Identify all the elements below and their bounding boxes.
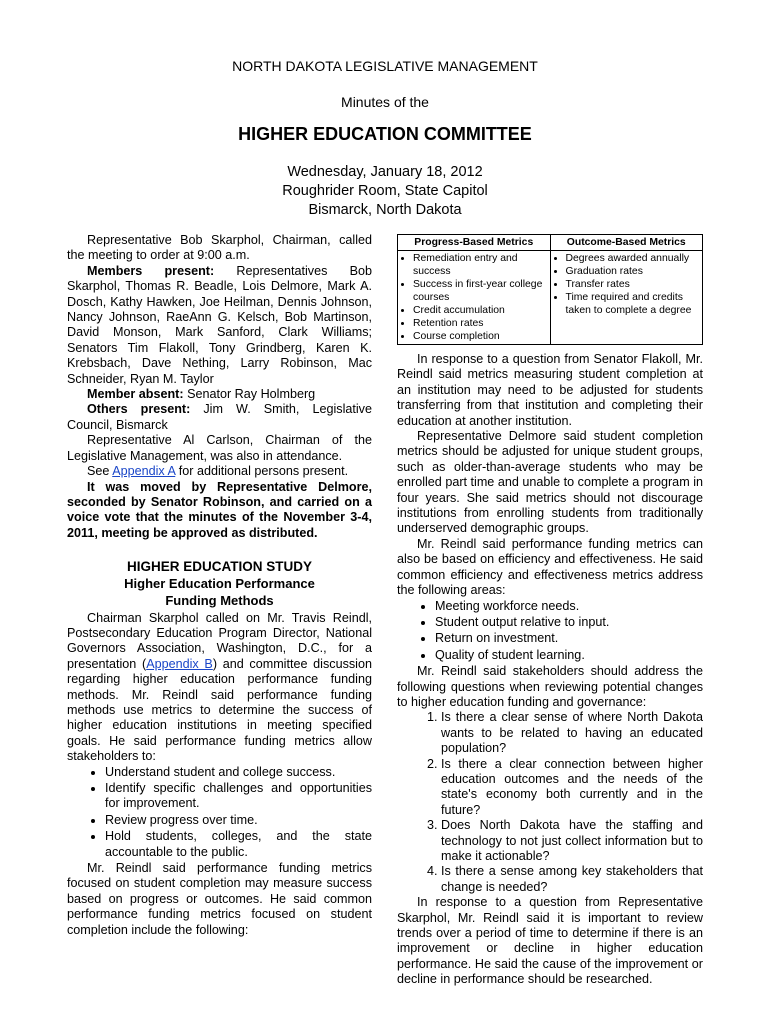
list-item: 1. Is there a clear sense of where North Dakota wants to be related to having an educated population? [441,710,703,756]
list-item: • Graduation rates [566,265,700,278]
list-item: 4. Is there a sense among key stakeholders that change is needed? [441,864,703,895]
see-appendix-a [67,464,372,479]
motion-text: It was moved by Representative Delmore, seconded by Senator Robinson, and carried on a voice vote that the minutes of the November 3-4, 2011, meeting be approved as distributed. [67,479,372,540]
others-present-text: Jim W. Smith, Legislative Council, Bismarck [67,402,372,432]
list-item: • Meeting workforce needs. [435,599,703,614]
member-absent-text: Senator Ray Holmberg [183,387,316,402]
metrics-table [397,234,703,345]
completion-metrics-paragraph: Mr. Reindl said performance funding metrics focused on student completion may measure success based on progress or outcomes. He said common performance funding metrics focused on student completion include the following: [67,861,372,937]
reindl-post: ) and committee discussion regarding higher education performance funding methods. Mr. Reindl said performance funding methods use metrics to determine the success of higher education institutions in meeting specified goals. He said performance funding metrics allow stakeholders to: [67,656,372,764]
appendix-a-link[interactable]: Appendix A [112,464,176,479]
outcome-metrics-cell [550,251,703,345]
flakoll-response: In response to a question from Senator Flakoll, Mr. Reindl said metrics measuring student completion at an institution may need to be adjusted for students transferring from that institution and completing their education at another institution. [397,352,703,428]
stakeholder-bullets [67,765,372,860]
list-item: 2. Is there a clear connection between higher education outcomes and the needs of the state's economy both currently and in the future? [441,757,703,819]
list-item: • Time required and credits taken to complete a degree [566,291,700,317]
others-present-label: Others present: [87,402,191,417]
subsection-title [67,575,372,609]
see-pre: See [87,464,113,479]
meeting-info [0,163,770,220]
carlson-attendance: Representative Al Carlson, Chairman of the Legislative Management, was also in attendance. [67,433,372,463]
members-present-text: Representatives Bob Skarphol, Thomas R. Beadle, Lois Delmore, Mark A. Dosch, Kathy Hawken, Joe Heilman, Dennis Johnson, Nancy Johnson, RaeAnn G. Kelsch, Bob Martinson, David Monson, Mark Sanford, Clark Williams; Senators Tim Flakoll, Tony Grindberg, Karen K. Krebsbach, Dave Nething, Larry Robinson, Mac Schneider, Ryan M. Taylor [67,263,372,386]
progress-metrics-header: Progress-Based Metrics [398,235,551,251]
list-item: • Remediation entry and success [413,252,547,278]
members-present [67,264,372,387]
call-to-order: Representative Bob Skarphol, Chairman, called the meeting to order at 9:00 a.m. [67,233,372,263]
see-post: for additional persons present. [175,464,349,479]
list-item: • Retention rates [413,317,547,330]
member-absent [67,387,372,402]
list-item: • Credit accumulation [413,304,547,317]
list-item: • Return on investment. [435,631,703,646]
list-item: • Degrees awarded annually [566,252,700,265]
efficiency-bullets [397,599,703,664]
list-item: • Transfer rates [566,278,700,291]
stakeholder-questions [397,710,703,895]
reindl-pre: Chairman Skarphol called on Mr. Travis Reindl, Postsecondary Education Program Director, National Governors Association, Washington, D.C., for a presentation ( [67,610,372,671]
stakeholder-questions-intro: Mr. Reindl said stakeholders should address the following questions when reviewing potential changes to higher education funding and governance: [397,664,703,709]
delmore-comment: Representative Delmore said student completion metrics should be adjusted for unique student groups, such as older-than-average students who may be enrolled part time and unable to complete a program in four years. She said metrics should not discourage institutions from enrolling students from traditionally underserved demographic groups. [397,429,703,536]
subsection-line-2: Funding Methods [165,592,274,608]
meeting-room: Roughrider Room, State Capitol [282,183,488,199]
subsection-line-1: Higher Education Performance [124,575,315,591]
meeting-date: Wednesday, January 18, 2012 [287,164,483,180]
list-item: • Course completion [413,330,547,343]
org-heading: NORTH DAKOTA LEGISLATIVE MANAGEMENT [232,58,538,74]
efficiency-paragraph: Mr. Reindl said performance funding metrics can also be based on efficiency and effectiveness. He said common efficiency and effectiveness metrics address the following areas: [397,536,703,598]
minutes-of-line: Minutes of the [341,94,429,110]
list-item: • Success in first-year college courses [413,278,547,304]
member-absent-label: Member absent: [87,387,184,402]
meeting-city: Bismarck, North Dakota [308,202,462,218]
outcome-metrics-header: Outcome-Based Metrics [550,235,703,251]
list-item: • Student output relative to input. [435,615,703,630]
skarphol-response: In response to a question from Representative Skarphol, Mr. Reindl said it is important to review trends over a period of time to determine if there is an improvement or decline in higher education performance. He said the cause of the improvement or decline in performance should be researched. [397,895,703,987]
reindl-presentation [67,611,372,765]
table-row [398,251,703,345]
committee-title: HIGHER EDUCATION COMMITTEE [238,124,532,144]
progress-metrics-cell [398,251,551,345]
list-item: • Hold students, colleges, and the state accountable to the public. [105,829,372,860]
right-column [397,352,703,988]
list-item: • Review progress over time. [105,813,372,828]
others-present [67,402,372,433]
table-header-row [398,235,703,251]
list-item: 3. Does North Dakota have the staffing and technology to not just collect information but to make it actionable? [441,818,703,864]
list-item: • Identify specific challenges and opportunities for improvement. [105,781,372,812]
list-item: • Understand student and college success. [105,765,372,780]
appendix-b-link[interactable]: Appendix B [146,656,213,671]
left-column [67,233,372,938]
section-title: HIGHER EDUCATION STUDY [126,559,312,575]
members-present-label: Members present: [87,263,215,278]
list-item: • Quality of student learning. [435,648,703,663]
